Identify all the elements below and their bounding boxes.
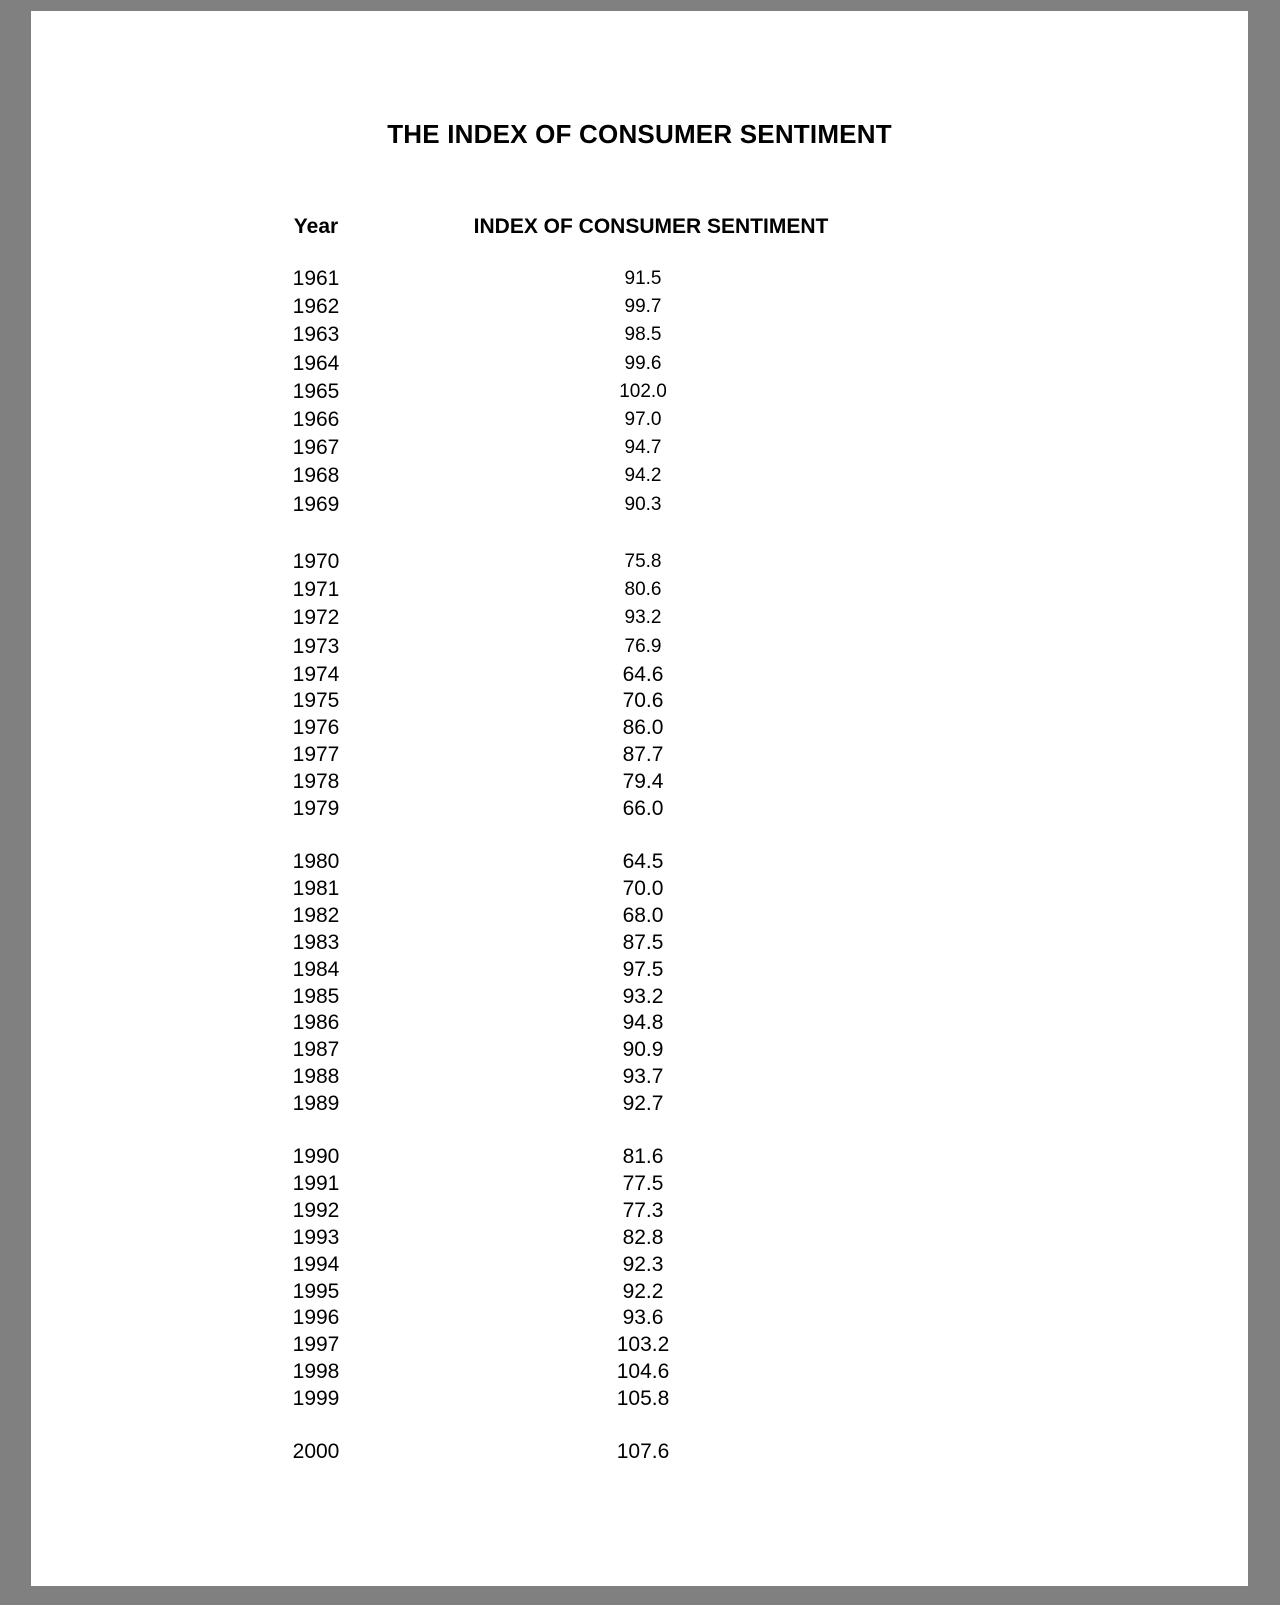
index-value-cell: 98.5 <box>624 324 662 346</box>
index-value-cell: 92.3 <box>622 1252 664 1276</box>
index-value-cell: 77.5 <box>622 1171 664 1195</box>
table-row <box>31 378 1248 405</box>
index-value-cell: 90.9 <box>622 1038 664 1062</box>
table-row <box>31 956 1248 983</box>
year-cell: 1983 <box>292 930 340 954</box>
table-row <box>31 929 1248 956</box>
table-row <box>31 714 1248 741</box>
index-value-cell: 93.6 <box>622 1306 664 1330</box>
table-row <box>31 848 1248 875</box>
year-cell: 1961 <box>292 267 340 290</box>
index-value-cell: 79.4 <box>622 770 664 793</box>
index-value-cell: 107.6 <box>616 1440 670 1463</box>
index-value-cell: 82.8 <box>622 1225 664 1249</box>
year-cell: 1973 <box>292 635 340 658</box>
index-value-cell: 93.2 <box>624 607 662 628</box>
table-row <box>31 875 1248 902</box>
index-value-cell: 87.5 <box>622 930 664 954</box>
table-row <box>31 350 1248 377</box>
index-value-cell: 94.8 <box>622 1011 664 1035</box>
year-cell: 1991 <box>292 1171 340 1195</box>
table-row <box>31 434 1248 461</box>
year-cell: 1970 <box>292 550 340 573</box>
table-row <box>31 1009 1248 1036</box>
index-value-cell: 68.0 <box>622 903 664 927</box>
table-row <box>31 983 1248 1010</box>
index-value-cell: 93.2 <box>622 984 664 1008</box>
table-row <box>31 265 1248 292</box>
index-value-cell: 70.0 <box>622 876 664 900</box>
index-value-cell: 99.6 <box>624 352 662 374</box>
table-row <box>31 1358 1248 1385</box>
table-row <box>31 1331 1248 1358</box>
table-row <box>31 633 1248 660</box>
table-row <box>31 576 1248 603</box>
year-cell: 1986 <box>292 1011 340 1035</box>
year-cell: 1969 <box>292 492 340 516</box>
table-row <box>31 1143 1248 1170</box>
year-cell: 1982 <box>292 903 340 927</box>
table-row <box>31 687 1248 714</box>
index-value-cell: 99.7 <box>624 296 662 318</box>
table-row <box>31 321 1248 348</box>
year-cell: 1975 <box>292 689 340 712</box>
index-value-cell: 86.0 <box>622 716 664 739</box>
year-cell: 1971 <box>292 578 340 601</box>
index-value-cell: 94.7 <box>624 437 662 459</box>
year-cell: 1988 <box>292 1065 340 1089</box>
index-value-cell: 70.6 <box>622 689 664 712</box>
year-cell: 1989 <box>292 1092 340 1116</box>
table-row <box>31 1385 1248 1412</box>
year-cell: 1992 <box>292 1198 340 1222</box>
table-row <box>31 1438 1248 1465</box>
table-row <box>31 1278 1248 1305</box>
table-row <box>31 1197 1248 1224</box>
index-value-cell: 77.3 <box>622 1198 664 1222</box>
year-cell: 1978 <box>292 770 340 793</box>
year-column-header: Year <box>293 215 339 238</box>
table-row <box>31 604 1248 631</box>
table-row <box>31 1063 1248 1090</box>
table-row <box>31 406 1248 433</box>
year-cell: 1979 <box>292 797 340 820</box>
table-row <box>31 548 1248 575</box>
index-value-cell: 80.6 <box>624 579 662 600</box>
table-row <box>31 293 1248 320</box>
index-value-cell: 94.2 <box>624 465 662 487</box>
year-cell: 1967 <box>292 436 340 460</box>
page-title: THE INDEX OF CONSUMER SENTIMENT <box>387 119 892 149</box>
table-row <box>31 1170 1248 1197</box>
table-row <box>31 1036 1248 1063</box>
table-row <box>31 902 1248 929</box>
year-cell: 1968 <box>292 464 340 488</box>
year-cell: 1993 <box>292 1225 340 1249</box>
year-cell: 1964 <box>292 351 340 375</box>
table-row <box>31 1224 1248 1251</box>
table-row <box>31 795 1248 822</box>
index-value-cell: 66.0 <box>622 797 664 820</box>
index-value-cell: 97.0 <box>624 409 662 430</box>
table-row <box>31 768 1248 795</box>
table-row <box>31 1304 1248 1331</box>
year-cell: 1984 <box>292 957 340 981</box>
index-value-cell: 92.2 <box>622 1279 664 1303</box>
year-cell: 1985 <box>292 984 340 1008</box>
year-cell: 1994 <box>292 1252 340 1276</box>
index-column-header: INDEX OF CONSUMER SENTIMENT <box>473 215 829 238</box>
year-cell: 1974 <box>292 663 340 686</box>
index-value-cell: 75.8 <box>624 551 662 572</box>
index-value-cell: 91.5 <box>624 268 662 289</box>
year-cell: 1990 <box>292 1145 340 1168</box>
index-value-cell: 81.6 <box>622 1145 664 1168</box>
year-cell: 1965 <box>292 379 340 403</box>
year-cell: 1963 <box>292 323 340 347</box>
year-cell: 1998 <box>292 1360 340 1384</box>
table-row <box>31 741 1248 768</box>
year-cell: 1996 <box>292 1306 340 1330</box>
year-cell: 1997 <box>292 1333 340 1357</box>
index-value-cell: 93.7 <box>622 1065 664 1089</box>
index-value-cell: 103.2 <box>616 1333 670 1357</box>
table-row <box>31 462 1248 489</box>
year-cell: 1980 <box>292 850 340 873</box>
year-cell: 1995 <box>292 1279 340 1303</box>
table-row <box>31 491 1248 518</box>
index-value-cell: 105.8 <box>616 1387 670 1411</box>
index-value-cell: 97.5 <box>622 957 664 981</box>
year-cell: 1987 <box>292 1038 340 1062</box>
year-cell: 1977 <box>292 743 340 766</box>
index-value-cell: 87.7 <box>622 743 664 766</box>
index-value-cell: 102.0 <box>619 380 667 402</box>
table-row <box>31 661 1248 688</box>
index-value-cell: 64.6 <box>622 663 664 686</box>
index-value-cell: 76.9 <box>624 636 662 657</box>
year-cell: 2000 <box>292 1440 340 1463</box>
index-value-cell: 104.6 <box>616 1360 670 1384</box>
year-cell: 1976 <box>292 716 340 739</box>
index-value-cell: 90.3 <box>624 493 662 515</box>
index-value-cell: 64.5 <box>622 850 664 873</box>
year-cell: 1981 <box>292 876 340 900</box>
year-cell: 1972 <box>292 606 340 629</box>
document-page <box>31 11 1248 1586</box>
year-cell: 1962 <box>292 295 340 319</box>
index-value-cell: 92.7 <box>622 1092 664 1116</box>
year-cell: 1999 <box>292 1387 340 1411</box>
year-cell: 1966 <box>292 408 340 431</box>
table-row <box>31 1251 1248 1278</box>
table-row <box>31 1090 1248 1117</box>
